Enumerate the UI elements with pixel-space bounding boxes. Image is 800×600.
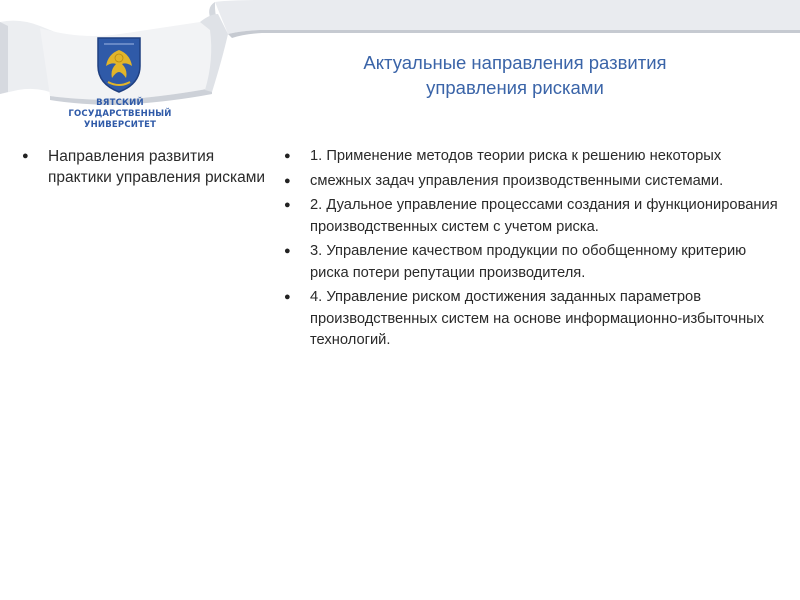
list-item bbox=[284, 195, 780, 238]
bullet-icon: ● bbox=[284, 150, 291, 162]
list-item bbox=[284, 146, 780, 168]
bullet-icon: ● bbox=[284, 174, 291, 187]
ribbon-top bbox=[215, 0, 800, 34]
university-crest-icon bbox=[94, 36, 144, 94]
ribbon-top-shadow bbox=[228, 30, 800, 38]
right-bullet-list bbox=[284, 146, 780, 355]
bullet-icon: ● bbox=[284, 291, 291, 303]
title-line2: управления рисками bbox=[426, 77, 604, 98]
list-item bbox=[284, 241, 780, 284]
title-line1: Актуальные направления развития bbox=[363, 52, 667, 73]
list-item-text: 2. Дуальное управление процессами создания и функционирования производственных систем с учетом риска. bbox=[310, 197, 778, 235]
university-name-line1: ВЯТСКИЙ bbox=[96, 98, 144, 108]
list-item-text: 1. Применение методов теории риска к решению некоторых bbox=[310, 148, 722, 164]
list-item-text: 3. Управление качеством продукции по обобщенному критерию риска потери репутации производителя. bbox=[310, 243, 747, 281]
ribbon-left-fold bbox=[0, 22, 8, 94]
bullet-icon: ● bbox=[284, 245, 291, 257]
list-item bbox=[22, 146, 268, 188]
list-item-text: 4. Управление риском достижения заданных параметров производственных систем на основе информационно-избыточных технологий. bbox=[310, 289, 765, 348]
university-name-line3: УНИВЕРСИТЕТ bbox=[83, 120, 157, 130]
left-bullet-list bbox=[22, 146, 268, 188]
bullet-icon: ● bbox=[284, 199, 291, 211]
list-item-text: Направления развития практики управления рисками bbox=[48, 148, 266, 186]
university-name-line2: ГОСУДАРСТВЕННЫЙ bbox=[68, 109, 172, 119]
list-item bbox=[284, 287, 780, 352]
slide-title bbox=[300, 50, 730, 100]
list-item-text: смежных задач управления производственными системами. bbox=[310, 172, 724, 189]
list-item bbox=[284, 171, 780, 193]
university-logo bbox=[60, 36, 180, 136]
bullet-icon: ● bbox=[22, 150, 29, 162]
